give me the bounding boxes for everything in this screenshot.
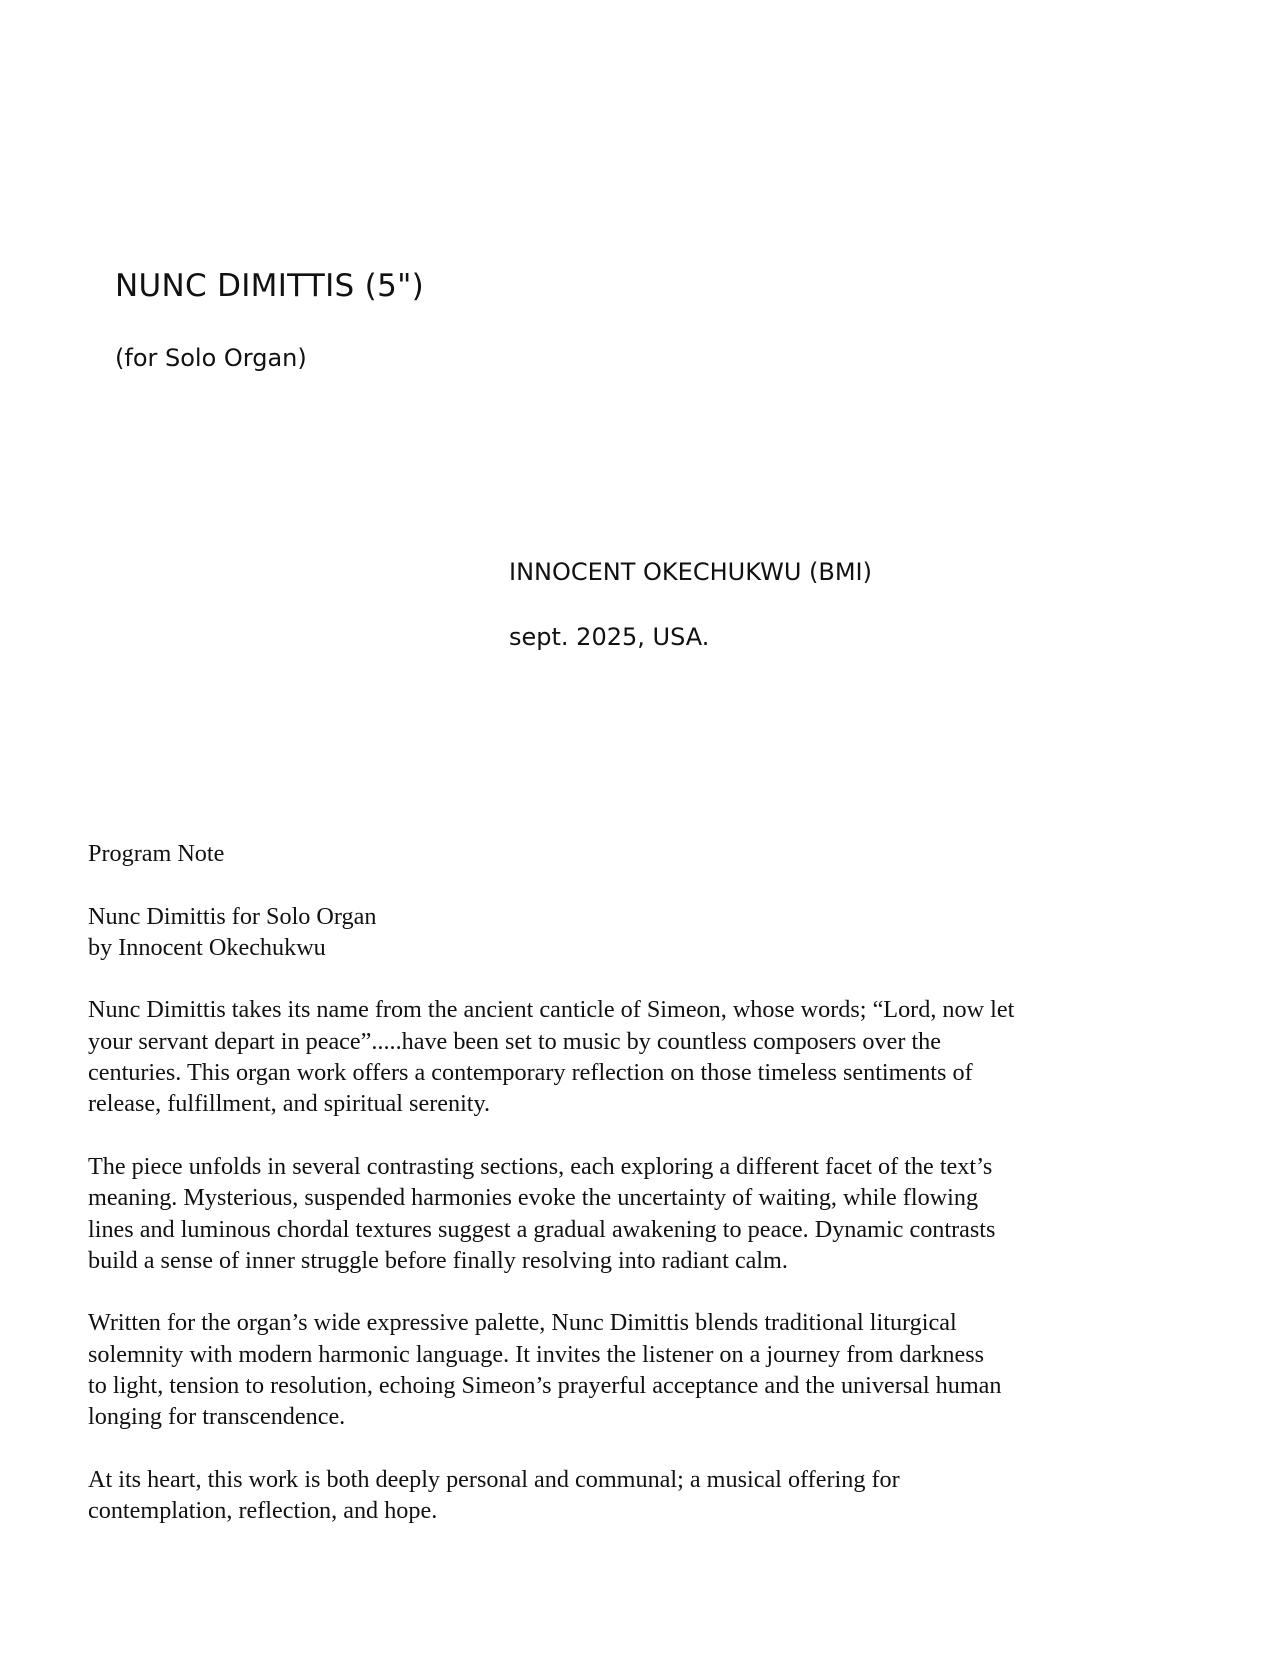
byline: by Innocent Okechukwu: [88, 933, 326, 961]
composition-date: sept. 2025, USA.: [509, 623, 710, 651]
composer-credit: INNOCENT OKECHUKWU (BMI): [509, 558, 872, 586]
paragraph-3: [88, 1307, 1208, 1432]
paragraph-2: [88, 1151, 1208, 1276]
paragraph-line: to light, tension to resolution, echoing Simeon’s prayerful acceptance and the universal human: [88, 1372, 1002, 1400]
paragraph-line: your servant depart in peace”.....have been set to music by countless composers over the: [88, 1027, 941, 1055]
page-title: NUNC DIMITTIS (5"): [115, 268, 425, 304]
paragraph-line: lines and luminous chordal textures suggest a gradual awakening to peace. Dynamic contrasts: [88, 1215, 996, 1243]
paragraph-line: contemplation, reflection, and hope.: [88, 1497, 438, 1525]
program-note-work-info: [88, 901, 1208, 964]
paragraph-line: The piece unfolds in several contrasting sections, each exploring a different facet of the text’s: [88, 1152, 993, 1180]
paragraph-line: solemnity with modern harmonic language. It invites the listener on a journey from darkness: [88, 1340, 985, 1368]
paragraph-line: Written for the organ’s wide expressive palette, Nunc Dimittis blends traditional liturgical: [88, 1309, 957, 1337]
paragraph-line: At its heart, this work is both deeply personal and communal; a musical offering for: [88, 1465, 900, 1493]
work-title: Nunc Dimittis for Solo Organ: [88, 902, 377, 930]
program-note: [88, 838, 1208, 1558]
paragraph-line: longing for transcendence.: [88, 1403, 346, 1431]
paragraph-line: build a sense of inner struggle before finally resolving into radiant calm.: [88, 1246, 788, 1274]
paragraph-line: release, fulfillment, and spiritual serenity.: [88, 1090, 491, 1118]
paragraph-1: [88, 994, 1208, 1119]
heading-text: Program Note: [88, 840, 225, 867]
paragraph-line: Nunc Dimittis takes its name from the ancient canticle of Simeon, whose words; “Lord, now let: [88, 996, 1015, 1024]
program-note-heading: [88, 838, 1208, 869]
paragraph-4: [88, 1464, 1208, 1527]
instrumentation-subtitle: (for Solo Organ): [115, 344, 307, 372]
paragraph-line: centuries. This organ work offers a contemporary reflection on those timeless sentiments of: [88, 1059, 973, 1087]
paragraph-line: meaning. Mysterious, suspended harmonies evoke the uncertainty of waiting, while flowing: [88, 1184, 979, 1212]
